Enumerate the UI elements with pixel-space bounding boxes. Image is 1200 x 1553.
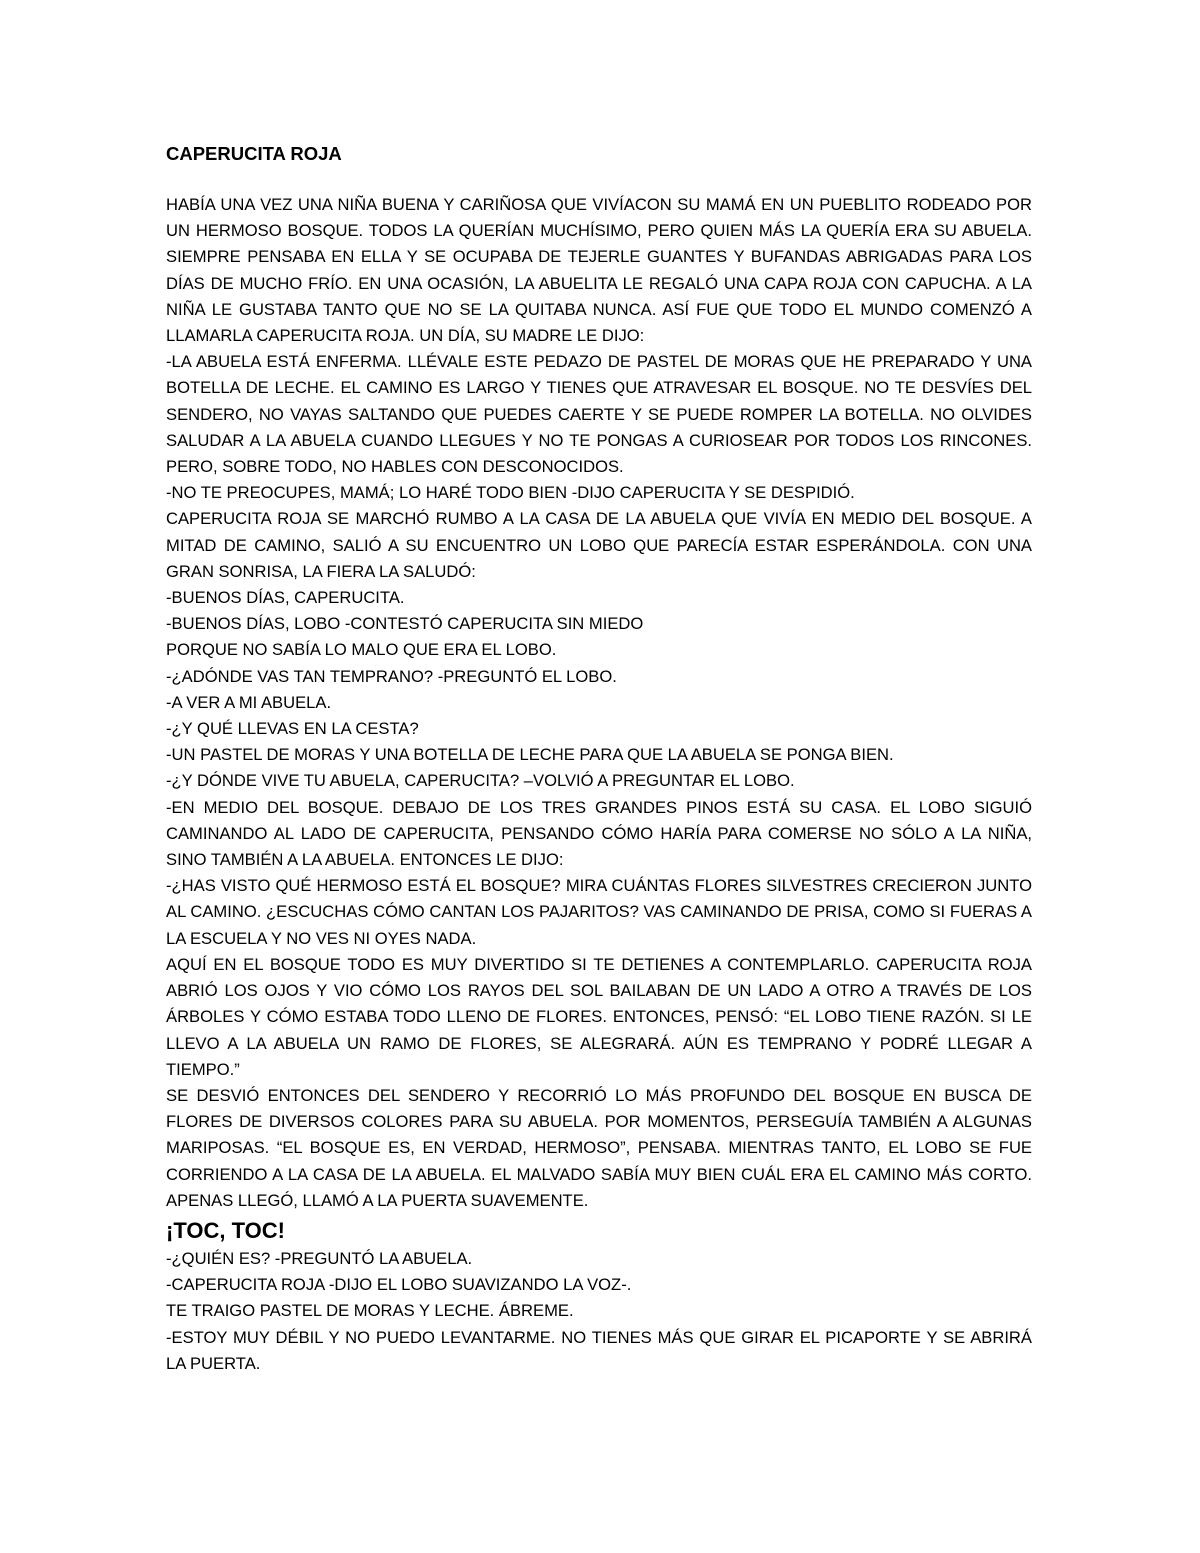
paragraph: -LA ABUELA ESTÁ ENFERMA. LLÉVALE ESTE PEDAZO DE PASTEL DE MORAS QUE HE PREPARADO Y UNA BOTELLA DE LECHE. EL CAMINO ES LARGO Y TIENES QUE ATRAVESAR EL BOSQUE. NO TE DESVÍES DEL SENDERO, NO VAYAS SALTANDO QUE PUEDES CAERTE Y SE PUEDE ROMPER LA BOTELLA. NO OLVIDES SALUDAR A LA ABUELA CUANDO LLEGUES Y NO TE PONGAS A CURIOSEAR POR TODOS LOS RINCONES. PERO, SOBRE TODO, NO HABLES CON DESCONOCIDOS. [166,352,1032,477]
paragraph: SE DESVIÓ ENTONCES DEL SENDERO Y RECORRIÓ LO MÁS PROFUNDO DEL BOSQUE EN BUSCA DE FLORES DE DIVERSOS COLORES PARA SU ABUELA. POR MOMENTOS, PERSEGUÍA TAMBIÉN A ALGUNAS MARIPOSAS. “EL BOSQUE ES, EN VERDAD, HERMOSO”, PENSABA. MIENTRAS TANTO, EL LOBO SE FUE CORRIENDO A LA CASA DE LA ABUELA. EL MALVADO SABÍA MUY BIEN CUÁL ERA EL CAMINO MÁS CORTO. APENAS LLEGÓ, LLAMÓ A LA PUERTA SUAVEMENTE. [166,1085,1032,1210]
paragraph: -EN MEDIO DEL BOSQUE. DEBAJO DE LOS TRES GRANDES PINOS ESTÁ SU CASA. EL LOBO SIGUIÓ CAMINANDO AL LADO DE CAPERUCITA, PENSANDO CÓMO HARÍA PARA COMERSE NO SÓLO A LA NIÑA, SINO TAMBIÉN A LA ABUELA. ENTONCES LE DIJO: [166,797,1032,870]
dialogue-line: -CAPERUCITA ROJA -DIJO EL LOBO SUAVIZANDO LA VOZ-. [166,1275,632,1295]
paragraph: -ESTOY MUY DÉBIL Y NO PUEDO LEVANTARME. NO TIENES MÁS QUE GIRAR EL PICAPORTE Y SE ABRIRÁ LA PUERTA. [166,1327,1032,1373]
dialogue-line: -¿QUIÉN ES? -PREGUNTÓ LA ABUELA. [166,1248,473,1268]
dialogue-line: TE TRAIGO PASTEL DE MORAS Y LECHE. ÁBREME. [166,1301,574,1321]
paragraph: CAPERUCITA ROJA SE MARCHÓ RUMBO A LA CASA DE LA ABUELA QUE VIVÍA EN MEDIO DEL BOSQUE. A MITAD DE CAMINO, SALIÓ A SU ENCUENTRO UN LOBO QUE PARECÍA ESTAR ESPERÁNDOLA. CON UNA GRAN SONRISA, LA FIERA LA SALUDÓ: [166,509,1032,581]
dialogue-line: -BUENOS DÍAS, CAPERUCITA. [166,588,405,608]
paragraph: AQUÍ EN EL BOSQUE TODO ES MUY DIVERTIDO SI TE DETIENES A CONTEMPLARLO. CAPERUCITA ROJA ABRIÓ LOS OJOS Y VIO CÓMO LOS RAYOS DEL SOL BAILABAN DE UN LADO A OTRO A TRAVÉS DE LOS ÁRBOLES Y CÓMO ESTABA TODO LLENO DE FLORES. ENTONCES, PENSÓ: “EL LOBO TIENE RAZÓN. SI LE LLEVO A LA ABUELA UN RAMO DE FLORES, SE ALEGRARÁ. AÚN ES TEMPRANO Y PODRÉ LLEGAR A TIEMPO.” [166,954,1032,1079]
dialogue-line: -NO TE PREOCUPES, MAMÁ; LO HARÉ TODO BIEN -DIJO CAPERUCITA Y SE DESPIDIÓ. [166,483,855,503]
dialogue-line: -¿ADÓNDE VAS TAN TEMPRANO? -PREGUNTÓ EL LOBO. [166,666,617,686]
paragraph: HABÍA UNA VEZ UNA NIÑA BUENA Y CARIÑOSA QUE VIVÍACON SU MAMÁ EN UN PUEBLITO RODEADO POR UN HERMOSO BOSQUE. TODOS LA QUERÍAN MUCHÍSIMO, PERO QUIEN MÁS LA QUERÍA ERA SU ABUELA. SIEMPRE PENSABA EN ELLA Y SE OCUPABA DE TEJERLE GUANTES Y BUFANDAS ABRIGADAS PARA LOS DÍAS DE MUCHO FRÍO. EN UNA OCASIÓN, LA ABUELITA LE REGALÓ UNA CAPA ROJA CON CAPUCHA. A LA NIÑA LE GUSTABA TANTO QUE NO SE LA QUITABA NUNCA. ASÍ FUE QUE TODO EL MUNDO COMENZÓ A LLAMARLA CAPERUCITA ROJA. UN DÍA, SU MADRE LE DIJO: [166,195,1032,346]
knock-heading: ¡TOC, TOC! [166,1217,285,1243]
dialogue-line: PORQUE NO SABÍA LO MALO QUE ERA EL LOBO. [166,640,557,660]
document-title: CAPERUCITA ROJA [166,143,342,164]
dialogue-line: -BUENOS DÍAS, LOBO -CONTESTÓ CAPERUCITA SIN MIEDO [166,614,644,634]
dialogue-line: -¿Y QUÉ LLEVAS EN LA CESTA? [166,719,419,739]
dialogue-line: -A VER A MI ABUELA. [166,692,332,712]
document-page [166,140,1032,1377]
paragraph: -¿HAS VISTO QUÉ HERMOSO ESTÁ EL BOSQUE? MIRA CUÁNTAS FLORES SILVESTRES CRECIERON JUNTO AL CAMINO. ¿ESCUCHAS CÓMO CANTAN LOS PAJARITOS? VAS CAMINANDO DE PRISA, COMO SI FUERAS A LA ESCUELA Y NO VES NI OYES NADA. [166,876,1032,948]
dialogue-line: -UN PASTEL DE MORAS Y UNA BOTELLA DE LECHE PARA QUE LA ABUELA SE PONGA BIEN. [166,745,894,765]
dialogue-line: -¿Y DÓNDE VIVE TU ABUELA, CAPERUCITA? –VOLVIÓ A PREGUNTAR EL LOBO. [166,771,795,791]
